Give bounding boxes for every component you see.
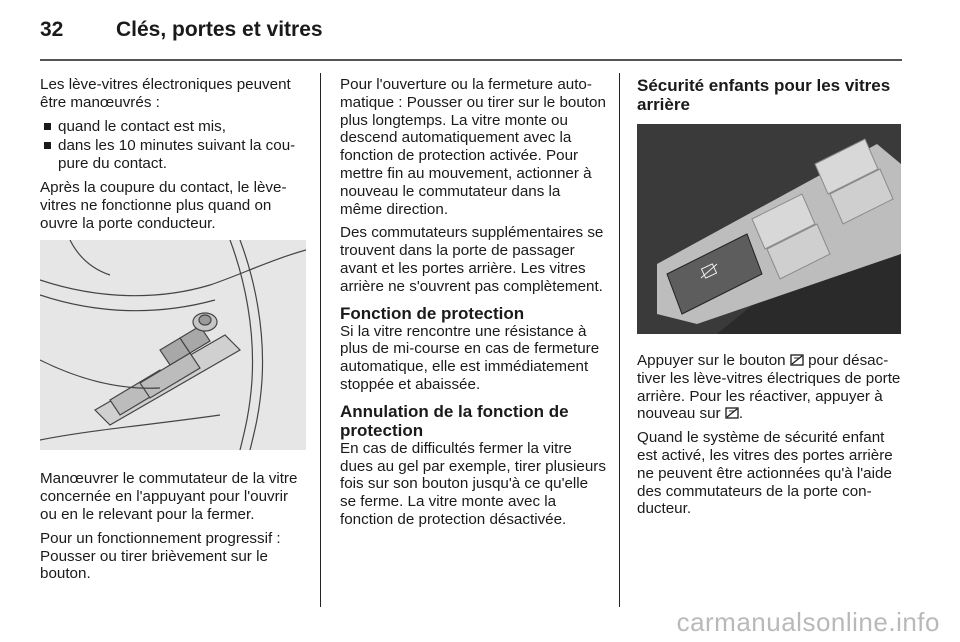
- page-number: 32: [40, 18, 64, 41]
- conditions-list: [40, 118, 306, 173]
- page-header: [40, 18, 323, 48]
- column-3: [637, 76, 903, 524]
- additional-switches-paragraph: Des commutateurs supplémentaires se trouvent dans la porte de passager avant et les portes arrière. Les vitres arrière ne s'ouvrent pas complètement.: [340, 224, 604, 295]
- column-2: [340, 76, 606, 535]
- watermark: carmanualsonline.info: [676, 607, 940, 637]
- child-safety-heading: Sécurité enfants pour les vitres arrière: [637, 76, 891, 114]
- child-lock-window-icon: [725, 407, 739, 420]
- column-1: [40, 76, 306, 589]
- cancel-protection-paragraph: En cas de difficultés fermer la vitre dues au gel par exemple, tirer plusieurs fois sur son bouton jusqu'à ce qu'elle se ferme. La vitre monte avec la fonction de protection désactivée.: [340, 439, 606, 528]
- column-divider-2: [619, 73, 620, 607]
- column-divider-1: [320, 73, 321, 607]
- list-item: quand le contact est mis,: [40, 118, 306, 136]
- press-button-paragraph: Appuyer sur le bouton pour désactiver les lève-vitres électriques de porte arrière. Pour les réactiver, appuyer à nouveau sur .: [637, 352, 901, 423]
- header-rule: [40, 59, 902, 61]
- progressive-paragraph: Pour un fonctionnement progressif : Pousser ou tirer brièvement sur le bouton.: [40, 529, 281, 583]
- child-safety-active-paragraph: Quand le système de sécurité enfant est activé, les vitres des portes arrière ne peuvent être actionnées qu'à l'aide des commutateurs de la porte conducteur.: [637, 429, 893, 518]
- automatic-paragraph: Pour l'ouverture ou la fermeture automatique : Pousser ou tirer sur le bouton plus longtemps. La vitre monte ou descend automatiquement avec la fonction de protection activée. Pour mettre fin au mouvement, actionner à nouveau le commutateur dans la même direction.: [340, 76, 606, 218]
- child-lock-button-photo: [637, 124, 901, 334]
- door-switch-illustration: [40, 240, 306, 450]
- list-item: dans les 10 minutes suivant la coupure du contact.: [40, 137, 306, 173]
- protection-heading: Fonction de protection: [340, 303, 525, 323]
- after-ignition-paragraph: Après la coupure du contact, le lève-vitres ne fonctionne plus quand on ouvre la porte conducteur.: [40, 178, 287, 232]
- operate-switch-paragraph: Manœuvrer le commutateur de la vitre concernée en l'appuyant pour l'ouvrir ou en le relevant pour la fermer.: [40, 470, 298, 523]
- protection-paragraph: Si la vitre rencontre une résistance à plus de mi-course en cas de fermeture automatique, elle est immédiatement stoppée et abaissée.: [340, 322, 600, 393]
- child-lock-window-icon: [790, 354, 804, 367]
- chapter-title: Clés, portes et vitres: [116, 18, 323, 41]
- intro-paragraph: Les lève-vitres électroniques peuvent être manœuvrés :: [40, 76, 291, 111]
- cancel-protection-heading: Annulation de la fonction de protection: [340, 401, 569, 440]
